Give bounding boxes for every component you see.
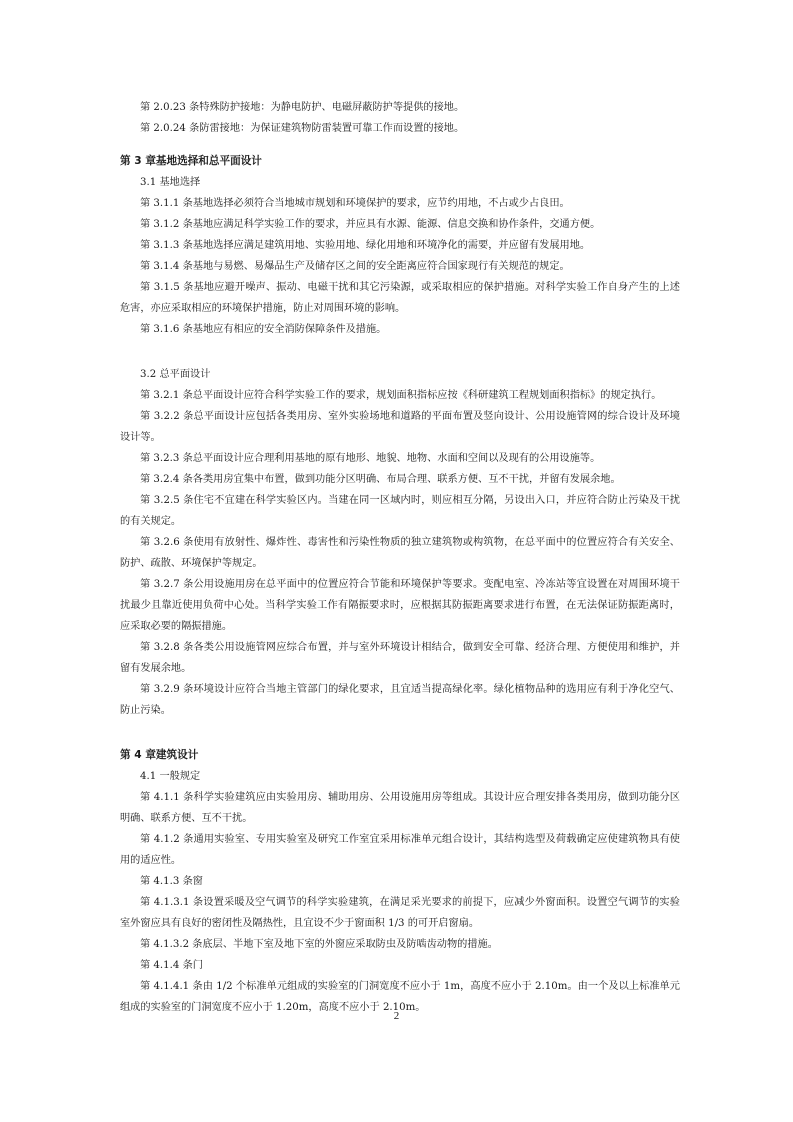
clause-3-2-8: 第 3.2.8 条各类公用设施管网应综合布置，并与室外环境设计相结合，做到安全可靠、经济合理、方便使用和维护，并留有发展余地。: [120, 642, 680, 674]
clause-3-2-4: 第 3.2.4 条各类用房宜集中布置，做到功能分区明确、布局合理、联系方便、互不干扰，并留有发展余地。: [140, 474, 621, 485]
clause-3-2-6: 第 3.2.6 条使用有放射性、爆炸性、毒害性和污染性物质的独立建筑物或构筑物，在总平面中的位置应符合有关安全、防护、疏散、环境保护等规定。: [120, 537, 680, 569]
section-3-2-heading: 3.2 总平面设计: [140, 369, 211, 380]
clause-2-0-24: 第 2.0.24 条防雷接地：为保证建筑物防雷装置可靠工作而设置的接地。: [140, 123, 465, 134]
clause-4-1-4-1: 第 4.1.4.1 条由 1/2 个标准单元组成的实验室的门洞宽度不应小于 1m，高度不应小于 2.10m。由一个及以上标准单元组成的实验室的门洞宽度不应小于 1.20m，高度不应小于 2.10m。: [120, 981, 680, 1013]
clause-4-1-3-2: 第 4.1.3.2 条底层、半地下室及地下室的外窗应采取防虫及防啮齿动物的措施。: [140, 939, 498, 950]
clause-4-1-3-heading: 第 4.1.3 条窗: [140, 876, 203, 887]
clause-4-1-3-1: 第 4.1.3.1 条设置采暖及空气调节的科学实验建筑，在满足采光要求的前提下，应减少外窗面积。设置空气调节的实验室外窗应具有良好的密闭性及隔热性，且宜设不少于窗面积 1/3 的可开启窗扇。: [120, 897, 680, 929]
clause-2-0-23: 第 2.0.23 条特殊防护接地：为静电防护、电磁屏蔽防护等提供的接地。: [140, 102, 465, 113]
page-number: 2: [393, 1010, 400, 1022]
section-3-1-heading: 3.1 基地选择: [140, 177, 201, 188]
clause-4-1-1: 第 4.1.1 条科学实验建筑应由实验用房、辅助用房、公用设施用房等组成。其设计应合理安排各类用房，做到功能分区明确、联系方便、互不干扰。: [120, 792, 680, 824]
clause-3-2-9: 第 3.2.9 条环境设计应符合当地主管部门的绿化要求，且宜适当提高绿化率。绿化植物品种的选用应有利于净化空气、防止污染。: [120, 684, 680, 716]
clause-3-2-5: 第 3.2.5 条住宅不宜建在科学实验区内。当建在同一区域内时，则应相互分隔，另设出入口，并应符合防止污染及干扰的有关规定。: [120, 495, 680, 527]
clause-3-1-2: 第 3.1.2 条基地应满足科学实验工作的要求，并应具有水源、能源、信息交换和协作条件，交通方便。: [140, 219, 601, 230]
clause-3-2-7: 第 3.2.7 条公用设施用房在总平面中的位置应符合节能和环境保护等要求。变配电室、冷冻站等宜设置在对周围环境干扰最少且靠近使用负荷中心处。当科学实验工作有隔振要求时，应根据其防振距离要求进行布置，在无法保证防振距离时，应采取必要的隔振措施。: [120, 579, 680, 632]
clause-3-2-3: 第 3.2.3 条总平面设计应合理利用基地的原有地形、地貌、地物、水面和空间以及现有的公用设施等。: [140, 453, 601, 464]
clause-4-1-2: 第 4.1.2 条通用实验室、专用实验室及研究工作室宜采用标准单元组合设计，其结构选型及荷载确定应使建筑物具有使用的适应性。: [120, 834, 680, 866]
page-content: [120, 97, 680, 1018]
clause-4-1-4-heading: 第 4.1.4 条门: [140, 960, 203, 971]
chapter-3-heading: 第 3 章基地选择和总平面设计: [120, 155, 262, 167]
section-4-1-heading: 4.1 一般规定: [140, 771, 201, 782]
clause-3-1-5: 第 3.1.5 条基地应避开噪声、振动、电磁干扰和其它污染源，或采取相应的保护措施。对科学实验工作自身产生的上述危害，亦应采取相应的环境保护措施，防止对周围环境的影响。: [120, 282, 680, 314]
clause-3-2-1: 第 3.2.1 条总平面设计应符合科学实验工作的要求，规划面积指标应按《科研建筑工程规划面积指标》的规定执行。: [140, 390, 662, 401]
chapter-4-heading: 第 4 章建筑设计: [120, 749, 199, 761]
clause-3-1-4: 第 3.1.4 条基地与易燃、易爆品生产及储存区之间的安全距离应符合国家现行有关规范的规定。: [140, 261, 570, 272]
clause-3-1-6: 第 3.1.6 条基地应有相应的安全消防保障条件及措施。: [140, 324, 387, 335]
clause-3-1-3: 第 3.1.3 条基地选择应满足建筑用地、实验用地、绿化用地和环境净化的需要，并应留有发展用地。: [140, 240, 591, 251]
clause-3-2-2: 第 3.2.2 条总平面设计应包括各类用房、室外实验场地和道路的平面布置及竖向设计、公用设施管网的综合设计及环境设计等。: [120, 411, 680, 443]
clause-3-1-1: 第 3.1.1 条基地选择必须符合当地城市规划和环境保护的要求，应节约用地，不占或少占良田。: [140, 198, 570, 209]
